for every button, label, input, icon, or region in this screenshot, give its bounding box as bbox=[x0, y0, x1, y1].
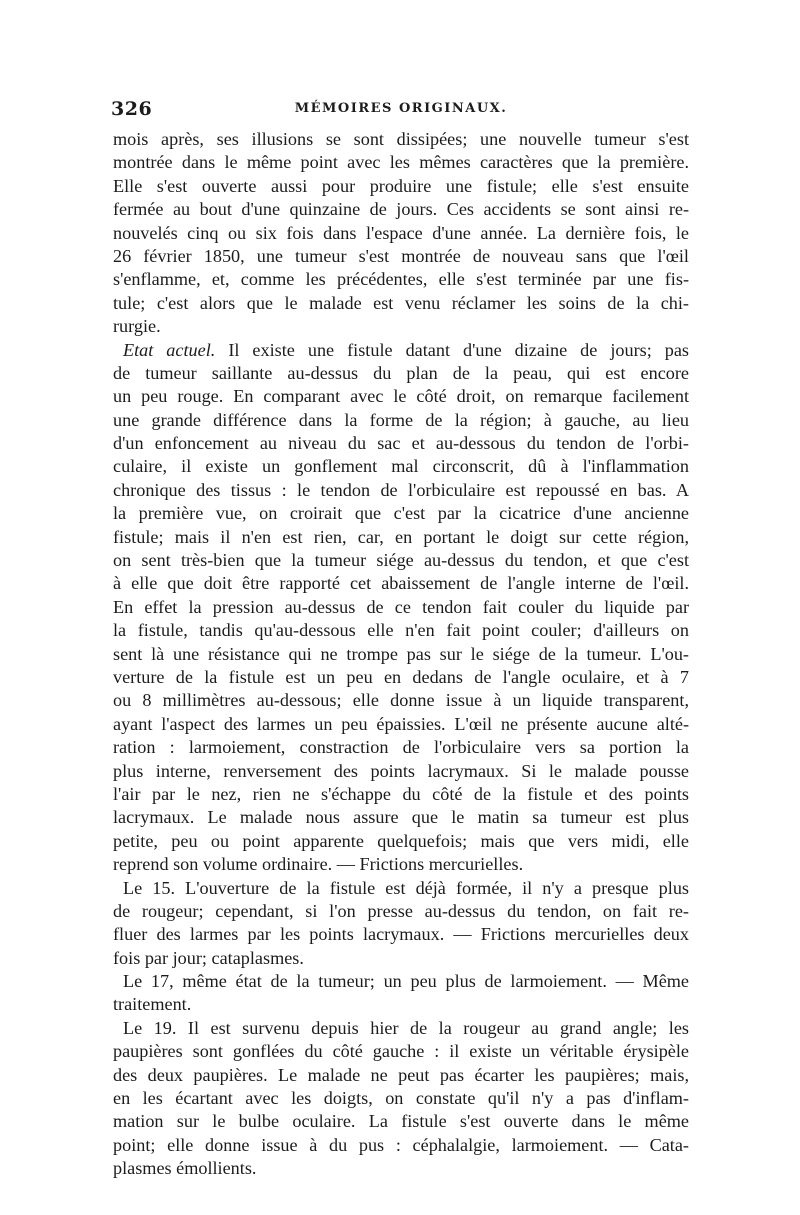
text-line bbox=[113, 1110, 689, 1133]
line-text: on sent très-bien que la tumeur siége au-dessus du tendon, et que c'est bbox=[113, 550, 689, 571]
text-line bbox=[113, 151, 689, 174]
text-line bbox=[113, 1017, 689, 1040]
line-text: sent là une résistance qui ne trompe pas sur le siége de la tumeur. L'ou- bbox=[113, 643, 689, 664]
line-text: la première vue, on croirait que c'est par la cicatrice d'une ancienne bbox=[113, 503, 689, 524]
line-text: mois après, ses illusions se sont dissipées; une nouvelle tumeur s'est bbox=[113, 129, 689, 149]
text-line bbox=[113, 806, 689, 829]
line-text: Le 15. L'ouverture de la fistule est déjà formée, il n'y a presque plus bbox=[123, 877, 689, 898]
line-text: s'enflamme, et, comme les précédentes, elle s'est terminée par une fis- bbox=[113, 269, 689, 290]
body-text bbox=[113, 128, 689, 1181]
book-page bbox=[113, 98, 689, 1181]
line-text: une grande différence dans la forme de la région; à gauche, au lieu bbox=[113, 409, 689, 430]
line-text: de tumeur saillante au-dessus du plan de la peau, qui est encore bbox=[113, 362, 689, 383]
line-text: rurgie. bbox=[113, 316, 161, 337]
line-text: fermée au bout d'une quinzaine de jours. Ces accidents se sont ainsi re- bbox=[113, 199, 689, 220]
text-line bbox=[113, 970, 689, 993]
line-text: en les écartant avec les doigts, on constate qu'il n'y a pas d'inflam- bbox=[113, 1088, 689, 1109]
page-number: 326 bbox=[111, 98, 153, 120]
text-line bbox=[113, 1040, 689, 1063]
text-line bbox=[113, 619, 689, 642]
text-line bbox=[113, 198, 689, 221]
line-text: verture de la fistule est un peu en dedans de l'angle oculaire, et à 7 bbox=[113, 666, 689, 687]
line-text: traitement. bbox=[113, 994, 192, 1015]
text-line bbox=[113, 853, 689, 876]
line-text: mation sur le bulbe oculaire. La fistule s'est ouverte dans le même bbox=[113, 1111, 689, 1132]
line-text: reprend son volume ordinaire. — Frictions mercurielles. bbox=[113, 854, 524, 875]
text-line bbox=[113, 1134, 689, 1157]
text-line bbox=[113, 339, 689, 362]
text-line bbox=[113, 222, 689, 245]
line-text: ou 8 millimètres au-dessous; elle donne issue à un liquide transparent, bbox=[113, 690, 689, 711]
line-text: de rougeur; cependant, si l'on presse au-dessus du tendon, on fait re- bbox=[113, 900, 689, 921]
line-text: ayant l'aspect des larmes un peu épaissies. L'œil ne présente aucune alté- bbox=[113, 713, 689, 734]
line-text: l'air par le nez, rien ne s'échappe du côté de la fistule et des points bbox=[113, 783, 689, 804]
line-text: plus interne, renversement des points lacrymaux. Si le malade pousse bbox=[113, 760, 689, 781]
line-text: montrée dans le même point avec les mêmes caractères que la première. bbox=[113, 152, 689, 173]
line-text: fistule; mais il n'en est rien, car, en portant le doigt sur cette région, bbox=[113, 526, 689, 547]
line-text: Le 19. Il est survenu depuis hier de la rougeur au grand angle; les bbox=[123, 1017, 689, 1038]
text-line bbox=[113, 315, 689, 338]
text-line bbox=[113, 502, 689, 525]
line-text: paupières sont gonflées du côté gauche : il existe un véritable érysipèle bbox=[113, 1041, 689, 1062]
text-line bbox=[113, 409, 689, 432]
text-line bbox=[113, 993, 689, 1016]
text-line bbox=[113, 689, 689, 712]
line-text: 26 février 1850, une tumeur s'est montrée de nouveau sans que l'œil bbox=[113, 245, 689, 266]
text-line bbox=[113, 900, 689, 923]
line-text: ration : larmoiement, constraction de l'orbiculaire vers sa portion la bbox=[113, 737, 689, 758]
text-line bbox=[113, 1064, 689, 1087]
text-line bbox=[113, 245, 689, 268]
text-line bbox=[113, 385, 689, 408]
text-line bbox=[113, 362, 689, 385]
line-text: d'un enfoncement au niveau du sac et au-dessous du tendon de l'orbi- bbox=[113, 433, 689, 454]
running-head bbox=[113, 98, 689, 128]
text-line bbox=[113, 479, 689, 502]
text-line bbox=[113, 830, 689, 853]
running-title: MÉMOIRES ORIGINAUX. bbox=[294, 101, 508, 116]
line-text: plasmes émollients. bbox=[113, 1158, 257, 1179]
text-line bbox=[113, 268, 689, 291]
line-text: En effet la pression au-dessus de ce tendon fait couler du liquide par bbox=[113, 596, 689, 617]
text-line bbox=[113, 1087, 689, 1110]
text-line bbox=[113, 455, 689, 478]
text-line bbox=[113, 736, 689, 759]
line-text: Il existe une fistule datant d'une dizaine de jours; pas bbox=[215, 339, 690, 360]
line-text: lacrymaux. Le malade nous assure que le matin sa tumeur est plus bbox=[113, 807, 689, 828]
text-line bbox=[113, 643, 689, 666]
text-line bbox=[113, 128, 689, 151]
text-line bbox=[113, 713, 689, 736]
text-line bbox=[113, 947, 689, 970]
text-line bbox=[113, 760, 689, 783]
text-line bbox=[113, 432, 689, 455]
text-line bbox=[113, 923, 689, 946]
text-line bbox=[113, 596, 689, 619]
line-text: chronique des tissus : le tendon de l'orbiculaire est repoussé en bas. A bbox=[113, 479, 689, 500]
text-line bbox=[113, 549, 689, 572]
line-text: Le 17, même état de la tumeur; un peu plus de larmoiement. — Même bbox=[123, 971, 689, 992]
text-line bbox=[113, 292, 689, 315]
line-text: fois par jour; cataplasmes. bbox=[113, 947, 304, 968]
line-text: nouvelés cinq ou six fois dans l'espace d'une année. La dernière fois, le bbox=[113, 222, 689, 243]
line-text: des deux paupières. Le malade ne peut pas écarter les paupières; mais, bbox=[113, 1064, 689, 1085]
text-line bbox=[113, 1157, 689, 1180]
line-text: à elle que doit être rapporté cet abaissement de l'angle interne de l'œil. bbox=[113, 573, 689, 594]
line-text: tule; c'est alors que le malade est venu réclamer les soins de la chi- bbox=[113, 292, 689, 313]
line-text: culaire, il existe un gonflement mal circonscrit, dû à l'inflammation bbox=[113, 456, 689, 477]
line-text: Elle s'est ouverte aussi pour produire une fistule; elle s'est ensuite bbox=[113, 175, 689, 196]
italic-heading: Etat actuel. bbox=[123, 339, 216, 360]
line-text: fluer des larmes par les points lacrymaux. — Frictions mercurielles deux bbox=[113, 924, 689, 945]
text-line bbox=[113, 877, 689, 900]
text-line bbox=[113, 666, 689, 689]
text-line bbox=[113, 783, 689, 806]
line-text: petite, peu ou point apparente quelquefois; mais que vers midi, elle bbox=[113, 830, 689, 851]
line-text: point; elle donne issue à du pus : céphalalgie, larmoiement. — Cata- bbox=[113, 1134, 689, 1155]
text-line bbox=[113, 526, 689, 549]
line-text: un peu rouge. En comparant avec le côté droit, on remarque facilement bbox=[113, 386, 689, 407]
text-line bbox=[113, 175, 689, 198]
text-line bbox=[113, 572, 689, 595]
line-text: la fistule, tandis qu'au-dessous elle n'en fait point couler; d'ailleurs on bbox=[113, 620, 689, 641]
